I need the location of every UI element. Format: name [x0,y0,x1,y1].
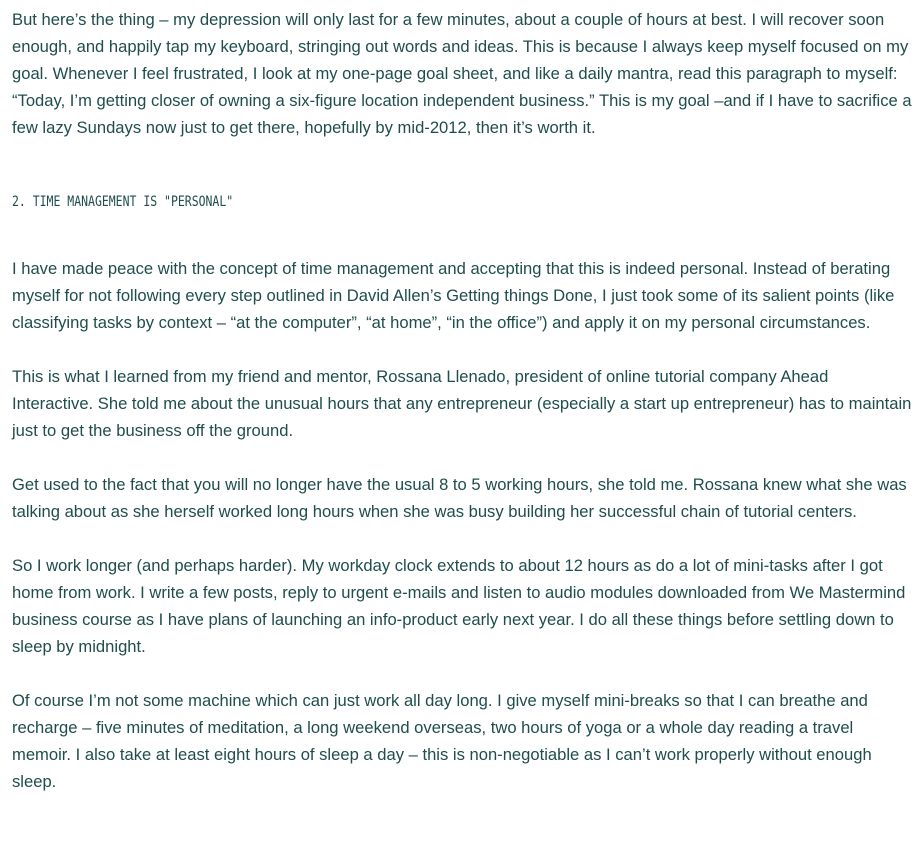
paragraph-time-management: I have made peace with the concept of time management and accepting that this is indeed personal. Instead of berating myself for not following every step outlined in David Allen’s Getting things Done, I just took some of its salient points (like classifying tasks by context – “at the computer”, “at home”, “in the office”) and apply it on my personal circumstances. [12,259,895,332]
paragraph-mini-breaks: Of course I’m not some machine which can just work all day long. I give myself mini-breaks so that I can breathe and recharge – five minutes of meditation, a long weekend overseas, two hours of yoga or a whole day reading a travel memoir. I also take at least eight hours of sleep a day – this is non-negotiable as I can’t work properly without enough sleep. [12,691,872,791]
article-body [12,6,912,822]
paragraph-work-longer: So I work longer (and perhaps harder). My workday clock extends to about 12 hours as do a lot of mini-tasks after I got home from work. I write a few posts, reply to urgent e-mails and listen to audio modules downloaded from We Mastermind business course as I have plans of launching an info-product early next year. I do all these things before settling down to sleep by midnight. [12,556,906,656]
paragraph-working-hours: Get used to the fact that you will no longer have the usual 8 to 5 working hours, she told me. Rossana knew what she was talking about as she herself worked long hours when she was busy building her successful chain of tutorial centers. [12,475,907,521]
intro-paragraph: But here’s the thing – my depression will only last for a few minutes, about a couple of hours at best. I will recover soon enough, and happily tap my keyboard, stringing out words and ideas. This is because I always keep myself focused on my goal. Whenever I feel frustrated, I look at my one-page goal sheet, and like a daily mantra, read this paragraph to myself: “Today, I’m getting closer of owning a six-figure location independent business.” This is my goal –and if I have to sacrifice a few lazy Sundays now just to get there, hopefully by mid-2012, then it’s worth it. [12,10,912,137]
section-heading: 2. TIME MANAGEMENT IS "PERSONAL" [12,194,234,210]
paragraph-mentor: This is what I learned from my friend and mentor, Rossana Llenado, president of online tutorial company Ahead Interactive. She told me about the unusual hours that any entrepreneur (especially a start up entrepreneur) has to maintain just to get the business off the ground. [12,367,912,440]
